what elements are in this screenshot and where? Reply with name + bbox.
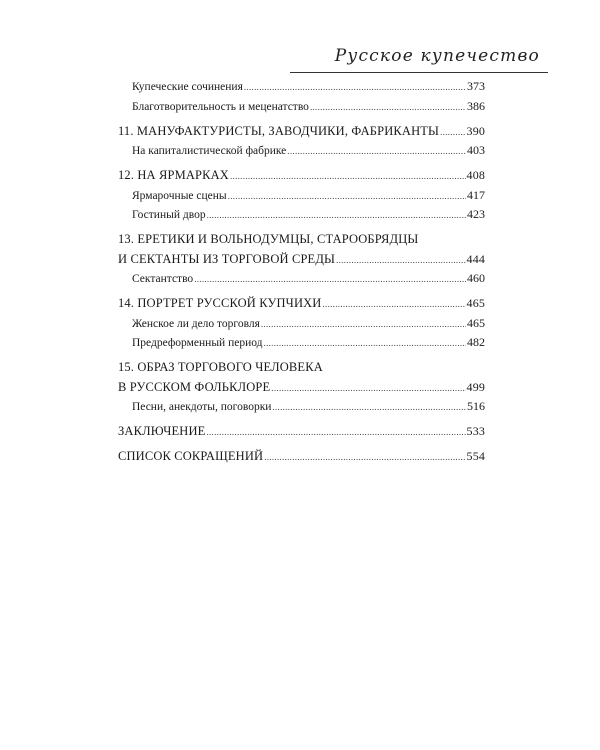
toc-chapter <box>118 378 485 398</box>
dot-leader <box>207 206 466 226</box>
toc-chapter <box>118 122 485 142</box>
toc-chapter-label: 11. МАНУФАКТУРИСТЫ, ЗАВОДЧИКИ, ФАБРИКАНТЫ <box>118 123 440 138</box>
toc-chapter-label: СПИСОК СОКРАЩЕНИЙ <box>118 449 264 463</box>
toc-chapter <box>118 447 485 467</box>
toc-entry-page: 499 <box>466 379 485 394</box>
toc-entry <box>118 141 485 161</box>
dot-leader <box>310 98 466 118</box>
toc-entry-page: 373 <box>467 79 485 93</box>
toc-entry-page: 516 <box>467 399 485 413</box>
toc-entry <box>118 77 485 97</box>
dot-leader <box>228 187 466 207</box>
toc-entry-page: 403 <box>467 143 485 157</box>
dot-leader <box>322 294 465 315</box>
toc-entry-page: 444 <box>466 251 485 266</box>
dot-leader <box>336 250 465 271</box>
toc-entry <box>118 333 485 353</box>
dot-leader <box>440 122 465 143</box>
toc-chapter <box>118 294 485 314</box>
toc-chapter <box>118 358 485 378</box>
running-head-title: Русское купечество <box>334 46 540 66</box>
toc-entry-page: 554 <box>466 449 485 463</box>
dot-leader <box>264 447 465 468</box>
toc-chapter <box>118 422 485 442</box>
dot-leader <box>271 378 465 399</box>
toc-entry-page: 460 <box>467 271 485 285</box>
toc-entry-page: 417 <box>467 187 485 202</box>
toc-entry-label: Купеческие сочинения <box>132 81 243 93</box>
dot-leader <box>230 166 466 187</box>
toc-chapter-label: 15. ОБРАЗ ТОРГОВОГО ЧЕЛОВЕКА <box>118 360 323 374</box>
toc-chapter <box>118 250 485 270</box>
toc-entry-page: 465 <box>467 315 485 330</box>
toc-entry-label: Предреформенный период <box>132 337 263 349</box>
toc-entry-page: 423 <box>467 207 485 221</box>
toc-entry-label: Ярмарочные сцены <box>132 189 227 202</box>
toc-chapter-label: 13. ЕРЕТИКИ И ВОЛЬНОДУМЦЫ, СТАРООБРЯДЦЫ <box>118 232 419 246</box>
toc-entry-label: Благотворительность и меценатство <box>132 100 309 113</box>
toc-chapter-label: 14. ПОРТРЕТ РУССКОЙ КУПЧИХИ <box>118 296 322 310</box>
toc-chapter-label: В РУССКОМ ФОЛЬКЛОРЕ <box>118 379 271 394</box>
toc-entry <box>118 397 485 417</box>
dot-leader <box>264 334 466 354</box>
toc-entry <box>118 97 485 117</box>
dot-leader <box>244 78 466 98</box>
toc-chapter <box>118 230 485 250</box>
dot-leader <box>206 422 465 443</box>
table-of-contents <box>118 77 485 467</box>
toc-chapter <box>118 166 485 186</box>
dot-leader <box>287 142 466 162</box>
toc-entry-label: Сектантство <box>132 273 194 285</box>
toc-entry-page: 390 <box>466 123 485 138</box>
running-head <box>290 44 548 73</box>
toc-chapter-label: 12. НА ЯРМАРКАХ <box>118 168 229 182</box>
toc-entry <box>118 269 485 289</box>
toc-entry <box>118 186 485 206</box>
dot-leader <box>272 398 466 418</box>
dot-leader <box>261 315 466 335</box>
toc-entry-label: На капиталистической фабрике <box>132 145 287 157</box>
toc-entry <box>118 205 485 225</box>
toc-entry-label: Гостиный двор <box>132 209 206 221</box>
toc-entry-page: 465 <box>466 296 485 310</box>
toc-entry-page: 408 <box>466 168 485 182</box>
toc-entry-page: 386 <box>467 98 485 113</box>
toc-entry <box>118 314 485 334</box>
toc-chapter-label: И СЕКТАНТЫ ИЗ ТОРГОВОЙ СРЕДЫ <box>118 251 336 266</box>
toc-chapter-label: ЗАКЛЮЧЕНИЕ <box>118 424 206 438</box>
toc-entry-label: Женское ли дело торговля <box>132 317 260 330</box>
toc-entry-page: 482 <box>467 335 485 349</box>
toc-entry-label: Песни, анекдоты, поговорки <box>132 401 272 413</box>
toc-entry-page: 533 <box>466 424 485 438</box>
dot-leader <box>194 270 466 290</box>
